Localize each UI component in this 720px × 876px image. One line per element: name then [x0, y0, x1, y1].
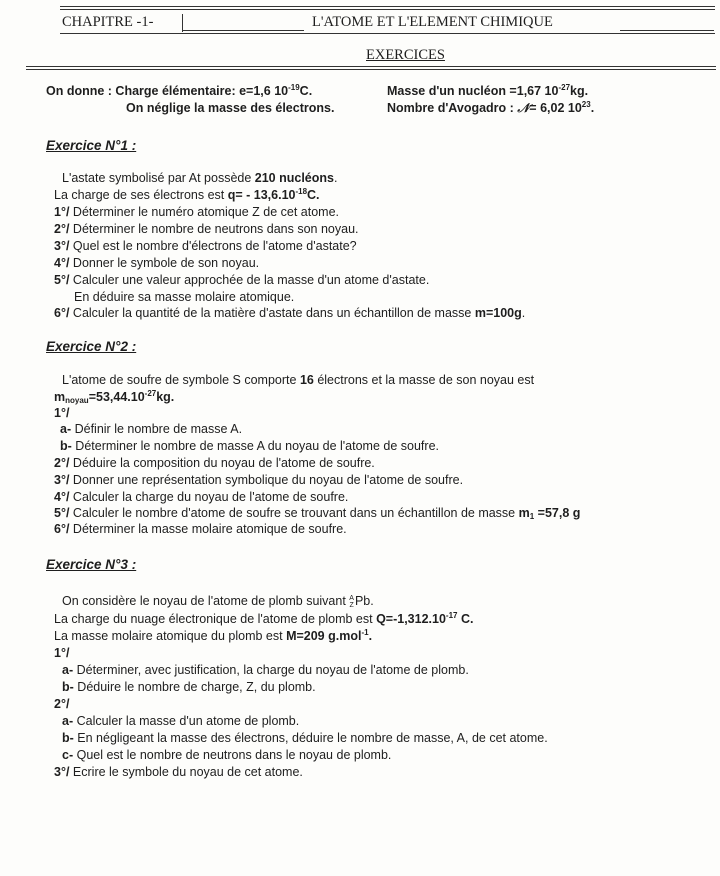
ex1-question-4: 4°/ Donner le symbole de son noyau.: [54, 256, 260, 270]
top-rule: [60, 6, 715, 7]
ex2-question-3: 3°/ Donner une représentation symbolique du noyau de l'atome de soufre.: [54, 473, 464, 487]
ex2-question-1b: b- Déterminer le nombre de masse A du noyau de l'atome de soufre.: [60, 439, 439, 453]
chapter-label: CHAPITRE -1-: [62, 14, 154, 30]
ex2-question-5: 5°/ Calculer le nombre d'atome de soufre se trouvant dans un échantillon de masse $m_1 =57,8$ g: [54, 506, 581, 521]
ex1-question-3: 3°/ Quel est le nombre d'électrons de l'atome d'astate?: [54, 239, 357, 253]
ex3-molar-mass: La masse molaire atomique du plomb est M=209 g.mol$^{-1}$.: [54, 628, 373, 643]
ex3-question-1a: a- Déterminer, avec justification, la charge du noyau de l'atome de plomb.: [62, 663, 469, 677]
given-nucleon-mass: Masse d'un nucléon =1,67 $10^{-27}kg$.: [387, 83, 589, 98]
ex3-question-2b: b- En négligeant la masse des électrons, déduire le nombre de masse, A, de cet atome.: [62, 731, 548, 745]
ex1-question-5: 5°/ Calculer une valeur approchée de la masse d'un atome d'astate.: [54, 273, 430, 287]
ex1-question-1: 1°/ Déterminer le numéro atomique Z de cet atome.: [54, 205, 340, 219]
ex3-question-3: 3°/ Ecrire le symbole du noyau de cet atome.: [54, 765, 303, 779]
ex2-question-1a: a- Définir le nombre de masse A.: [60, 422, 243, 436]
ex3-question-2c: c- Quel est le nombre de neutrons dans le noyau de plomb.: [62, 748, 392, 762]
header-bottom-rule: [60, 33, 715, 34]
ex3-question-2a: a- Calculer la masse d'un atome de plomb.: [62, 714, 300, 728]
given-avogadro: Nombre d'Avogadro : 𝒩= 6,02 $10^{23}$.: [387, 100, 595, 115]
ex3-intro: On considère le noyau de l'atome de plomb suivant A ZPb.: [62, 594, 374, 609]
section-rule-2: [26, 69, 716, 70]
ex2-question-1: 1°/: [54, 406, 70, 420]
given-charge: On donne : Charge élémentaire: e=1,6 $10^{-19}C$.: [46, 83, 313, 98]
top-rule-2: [60, 9, 715, 10]
header-underline-left: [182, 30, 304, 31]
ex1-question-2: 2°/ Déterminer le nombre de neutrons dans son noyau.: [54, 222, 359, 236]
section-title: EXERCICES: [366, 47, 445, 63]
chapter-title: L'ATOME ET L'ELEMENT CHIMIQUE: [312, 14, 553, 30]
ex2-question-6: 6°/ Déterminer la masse molaire atomique de soufre.: [54, 522, 347, 536]
exercise-2-title: Exercice N°2 :: [46, 339, 137, 354]
nuclide-notation: A Z: [349, 594, 354, 609]
ex2-question-2: 2°/ Déduire la composition du noyau de l'atome de soufre.: [54, 456, 375, 470]
ex2-intro: L'atome de soufre de symbole S comporte 16 électrons et la masse de son noyau est: [62, 373, 535, 387]
exercise-1-title: Exercice N°1 :: [46, 138, 137, 153]
ex3-question-1: 1°/: [54, 646, 70, 660]
section-rule: [26, 66, 716, 67]
header-underline-right: [620, 30, 714, 31]
exercise-3-title: Exercice N°3 :: [46, 557, 137, 572]
ex1-question-6: 6°/ Calculer la quantité de la matière d'astate dans un échantillon de masse m=100g.: [54, 306, 526, 320]
given-neglect: On néglige la masse des électrons.: [126, 101, 335, 115]
ex2-nucleus-mass: $m_{noyau}=53,44.10^{-27}kg$.: [54, 389, 175, 405]
ex3-question-2: 2°/: [54, 697, 70, 711]
ex3-question-1b: b- Déduire le nombre de charge, Z, du plomb.: [62, 680, 316, 694]
ex2-question-4: 4°/ Calculer la charge du noyau de l'atome de soufre.: [54, 490, 349, 504]
ex1-charge: La charge de ses électrons est $q= - 13,6.10^{-18}C$.: [54, 187, 320, 202]
ex1-intro: L'astate symbolisé par At possède 210 nucléons.: [62, 171, 338, 185]
ex3-cloud-charge: La charge du nuage électronique de l'atome de plomb est $Q=-1,312.10^{-17}$ C.: [54, 611, 474, 626]
ex1-question-5b: En déduire sa masse molaire atomique.: [74, 290, 295, 304]
